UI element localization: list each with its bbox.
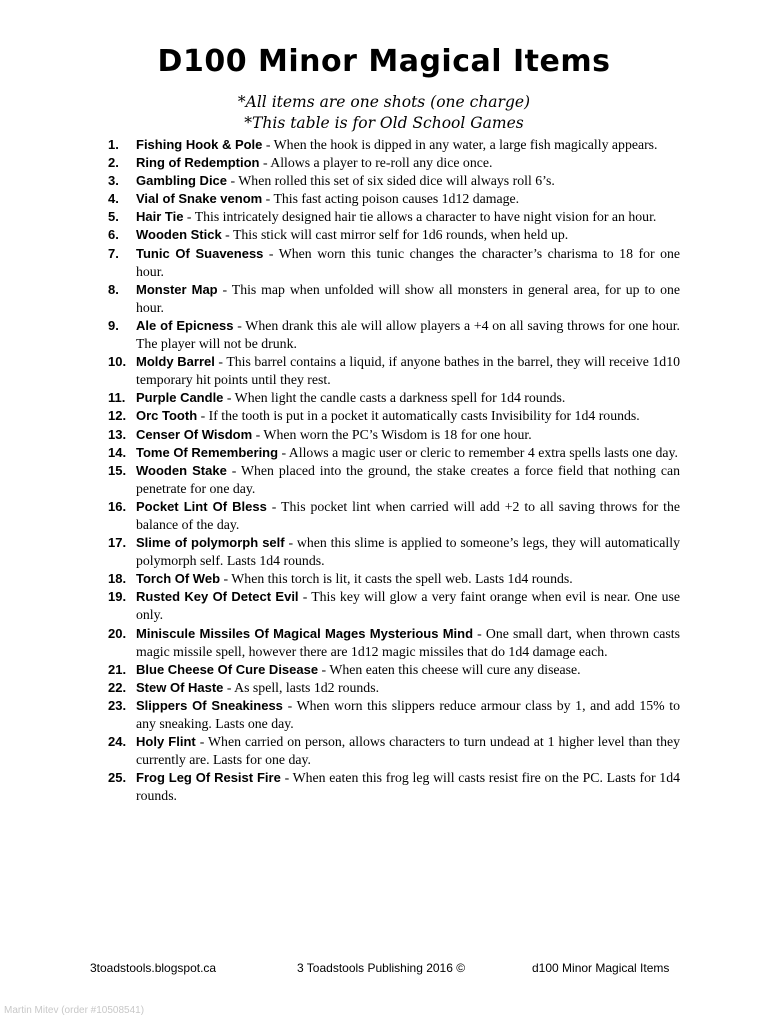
list-item [108,679,680,697]
item-name: Fishing Hook & Pole [136,137,263,152]
item-body [136,697,680,733]
list-item [108,769,680,805]
item-name: Monster Map [136,281,218,297]
item-body [136,190,680,208]
item-number: 7. [108,245,119,261]
item-description: - This intricately designed hair tie allows a character to have night vision for an hour. [183,209,657,225]
item-name: Hair Tie [136,209,184,225]
item-number: 14. [108,444,127,460]
footer-document-title: d100 Minor Magical Items [532,961,670,975]
item-name: Gambling Dice [136,173,228,189]
item-description: - This key will glow a very faint orange when evil is near. One use only. [136,589,680,623]
list-item [108,190,680,208]
item-body [136,625,680,661]
item-name: Ring of Redemption [136,155,260,171]
list-item [108,625,680,661]
item-name: Frog Leg Of Resist Fire [136,770,281,786]
footer-blog-url: 3toadstools.blogspot.ca [90,961,217,975]
item-description: - When light the candle casts a darkness spell for 1d4 rounds. [223,390,566,406]
item-name: Wooden Stake [136,462,227,478]
item-description: - When worn this tunic changes the character’s charisma to 18 for one hour. [136,245,680,279]
item-description: - When drank this ale will allow players a +4 on all saving throws for one hour. The player will not be drunk. [136,317,681,352]
item-body [136,353,680,389]
item-number: 23. [108,697,127,713]
item-description: - This pocket lint when carried will add +2 to all saving throws for the balance of the day. [136,498,680,532]
list-item [108,444,680,462]
item-description: - If the tooth is put in a pocket it automatically casts Invisibility for 1d4 rounds. [197,408,640,424]
item-body [136,661,680,679]
item-description: - When the hook is dipped in any water, a large fish magically appears. [262,137,658,152]
subtitle-old-school-note: *This table is for Old School Games [244,114,524,132]
item-number: 18. [108,571,127,587]
list-item [108,733,680,769]
item-description: - This map when unfolded will show all monsters in general area, for up to one hour. [136,281,680,315]
list-item [108,136,680,154]
item-name: Moldy Barrel [136,354,215,370]
item-description: - When worn this slippers reduce armour class by 1, and add 15% to any sneaking. Lasts one day. [136,697,680,731]
item-description: - This stick will cast mirror self for 1d6 rounds, when held up. [221,227,569,243]
list-item [108,389,680,407]
item-name: Torch Of Web [136,571,221,587]
item-number: 1. [108,137,119,152]
item-body [136,426,680,444]
item-number: 13. [108,426,127,442]
item-body [136,281,680,317]
list-item [108,208,680,226]
item-number: 25. [108,770,127,786]
list-item [108,172,680,190]
item-number: 22. [108,679,127,695]
list-item [108,570,680,588]
item-body [136,226,680,244]
list-item [108,697,680,733]
item-body [136,534,680,570]
item-body [136,498,680,534]
list-item [108,407,680,425]
item-description: - when this slime is applied to someone’s legs, they will automatically polymorph self. Lasts 1d4 rounds. [136,535,680,569]
list-item [108,226,680,244]
item-number: 19. [108,589,127,605]
item-number: 5. [108,209,119,225]
item-description: - When placed into the ground, the stake creates a force field that nothing can penetrate for one day. [136,462,680,496]
list-item [108,317,680,353]
item-list [108,136,680,805]
page-title: D100 Minor Magical Items [157,44,611,79]
item-name: Tunic Of Suaveness [136,245,264,261]
item-description: - When eaten this frog leg will casts resist fire on the PC. Lasts for 1d4 rounds. [136,770,680,804]
item-number: 20. [108,625,127,641]
item-number: 16. [108,498,127,514]
item-body [136,444,680,462]
item-name: Wooden Stick [136,227,222,243]
list-item [108,281,680,317]
subtitles [0,92,768,134]
item-body [136,588,680,624]
item-number: 11. [108,390,126,406]
item-number: 8. [108,281,119,297]
item-description: - As spell, lasts 1d2 rounds. [223,679,380,695]
list-item [108,462,680,498]
list-item [108,498,680,534]
subtitle-one-shot-note: *All items are one shots (one charge) [237,93,531,111]
item-name: Tome Of Remembering [136,444,279,460]
list-item [108,426,680,444]
item-description: - When this torch is lit, it casts the spell web. Lasts 1d4 rounds. [220,571,573,587]
item-number: 9. [108,317,119,333]
item-name: Miniscule Missiles Of Magical Mages Mysterious Mind [136,625,474,641]
item-number: 2. [108,155,119,171]
item-body [136,570,680,588]
list-item [108,534,680,570]
item-description: - Allows a magic user or cleric to remember 4 extra spells lasts one day. [278,444,678,460]
item-description: - When rolled this set of six sided dice will always roll 6’s. [227,173,555,189]
item-number: 4. [108,191,119,207]
item-name: Censer Of Wisdom [136,426,253,442]
item-body [136,136,680,154]
item-name: Slippers Of Sneakiness [136,697,283,713]
item-body [136,733,680,769]
item-body [136,172,680,190]
item-body [136,462,680,498]
item-number: 15. [108,462,127,478]
item-name: Stew Of Haste [136,679,224,695]
footer-publisher: 3 Toadstools Publishing 2016 © [297,961,466,975]
item-body [136,407,680,425]
item-description: - This fast acting poison causes 1d12 damage. [262,191,520,207]
item-description: - When eaten this cheese will cure any disease. [318,661,581,677]
item-name: Purple Candle [136,390,224,406]
item-number: 12. [108,408,127,424]
item-name: Blue Cheese Of Cure Disease [136,661,319,677]
item-number: 10. [108,354,127,370]
item-number: 24. [108,734,127,750]
item-name: Vial of Snake venom [136,191,263,207]
list-item [108,154,680,172]
order-watermark: Martin Mitev (order #10508541) [4,1005,145,1016]
item-body [136,679,680,697]
item-name: Slime of polymorph self [136,535,285,551]
item-name: Holy Flint [136,734,196,750]
item-number: 17. [108,535,127,551]
item-description: - When carried on person, allows characters to turn undead at 1 higher level than they currently are. Lasts for one day. [136,734,681,768]
item-body [136,769,680,805]
list-item [108,245,680,281]
list-item [108,353,680,389]
item-number: 3. [108,173,119,189]
item-body [136,245,680,281]
item-description: - This barrel contains a liquid, if anyone bathes in the barrel, they will receive 1d10 temporary hit points until they rest. [136,354,680,388]
item-number: 6. [108,227,119,243]
item-description: - Allows a player to re-roll any dice once. [259,155,493,171]
item-body [136,208,680,226]
item-body [136,154,680,172]
item-body [136,317,680,353]
item-description: - When worn the PC’s Wisdom is 18 for one hour. [252,426,532,442]
item-name: Pocket Lint Of Bless [136,498,267,514]
item-number: 21. [108,661,127,677]
item-description: - One small dart, when thrown casts magic missile spell, however there are 1d12 magic missiles that do 1d4 damage each. [136,625,680,659]
item-name: Rusted Key Of Detect Evil [136,589,299,605]
list-item [108,661,680,679]
list-item [108,588,680,624]
item-name: Ale of Epicness [136,317,234,333]
item-body [136,389,680,407]
item-name: Orc Tooth [136,408,198,424]
